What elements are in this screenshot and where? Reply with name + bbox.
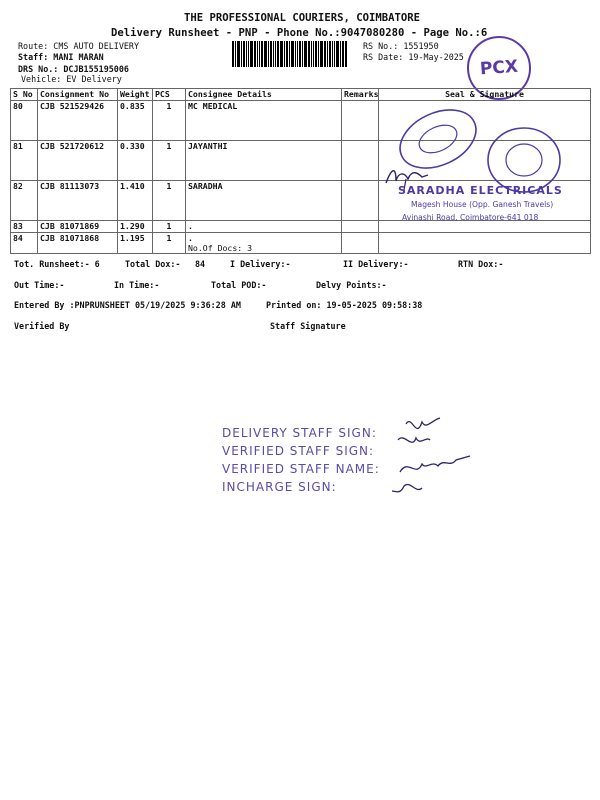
- pcx-stamp: PCX: [465, 34, 533, 102]
- header-sno: S No: [11, 89, 38, 101]
- seal-stamp-address: Magesh House (Opp. Ganesh Travels): [411, 200, 554, 209]
- cell-remarks: [342, 221, 379, 233]
- table-header-row: [11, 89, 591, 101]
- header-consignee: Consignee Details: [186, 89, 342, 101]
- header-weight: Weight: [118, 89, 153, 101]
- cell-consignee: SARADHA: [186, 181, 342, 221]
- cell-sno: 81: [11, 141, 38, 181]
- header-consignment: Consignment No: [38, 89, 118, 101]
- company-title: THE PROFESSIONAL COURIERS, COIMBATORE: [184, 12, 420, 24]
- in-time: In Time:-: [114, 280, 160, 290]
- total-runsheet: Tot. Runsheet:- 6: [14, 259, 100, 269]
- entered-by: Entered By :PNPRUNSHEET 05/19/2025 9:36:28 AM: [14, 300, 241, 310]
- staff-label: Staff: MANI MARAN: [18, 52, 104, 62]
- round-seal-stamp: [392, 108, 484, 170]
- total-dox-label: Total Dox:-: [125, 259, 181, 269]
- cell-weight: 1.195: [118, 233, 153, 254]
- table-row: [11, 221, 591, 233]
- cell-consignment: CJB 521720612: [38, 141, 118, 181]
- staff-signature-label: Staff Signature: [270, 321, 346, 331]
- runsheet-subtitle: Delivery Runsheet - PNP - Phone No.:9047080280 - Page No.:6: [111, 27, 488, 39]
- cell-sno: 82: [11, 181, 38, 221]
- i-delivery: I Delivery:-: [230, 259, 291, 269]
- total-dox-value: 84: [195, 259, 206, 269]
- cell-remarks: [342, 141, 379, 181]
- ii-delivery: II Delivery:-: [343, 259, 409, 269]
- cell-pcs: 1: [153, 233, 186, 254]
- cell-consignee: JAYANTHI: [186, 141, 342, 181]
- cell-pcs: 1: [153, 101, 186, 141]
- cell-seal: [379, 233, 591, 254]
- cell-sno: 80: [11, 101, 38, 141]
- cell-consignment: CJB 81113073: [38, 181, 118, 221]
- incharge-sign-label: INCHARGE SIGN:: [222, 480, 337, 494]
- route-label: Route: CMS AUTO DELIVERY: [18, 41, 140, 51]
- seal-stamp-name: SARADHA ELECTRICALS: [398, 184, 563, 197]
- header-pcs: PCS: [153, 89, 186, 101]
- verified-staff-sign-label: VERIFIED STAFF SIGN:: [222, 444, 375, 458]
- cell-consignee: .: [186, 221, 342, 233]
- header-remarks: Remarks: [342, 89, 379, 101]
- cell-remarks: [342, 101, 379, 141]
- total-pod: Total POD:-: [211, 280, 267, 290]
- cell-consignment: CJB 81071869: [38, 221, 118, 233]
- verified-staff-name-label: VERIFIED STAFF NAME:: [222, 462, 380, 476]
- cell-pcs: 1: [153, 181, 186, 221]
- verified-by: Verified By: [14, 321, 70, 331]
- cell-seal: [379, 221, 591, 233]
- vehicle-label: Vehicle: EV Delivery: [21, 74, 122, 84]
- seal-stamp-address: Avinashi Road, Coimbatore-641 018: [402, 213, 539, 222]
- cell-sno: 84: [11, 233, 38, 254]
- cell-consignee: [186, 233, 342, 254]
- drs-number: DRS No.: DCJB155195006: [18, 64, 129, 74]
- cell-consignment: CJB 521529426: [38, 101, 118, 141]
- header-seal: Seal & Signature: [379, 89, 591, 101]
- rs-date: RS Date: 19-May-2025: [363, 52, 464, 62]
- cell-weight: 1.410: [118, 181, 153, 221]
- handwritten-signature: [392, 410, 502, 500]
- cell-pcs: 1: [153, 141, 186, 181]
- docs-count: No.Of Docs: 3: [188, 243, 253, 253]
- cell-remarks: [342, 233, 379, 254]
- cell-weight: 0.330: [118, 141, 153, 181]
- cell-sno: 83: [11, 221, 38, 233]
- rs-number: RS No.: 1551950: [363, 41, 439, 51]
- cell-weight: 1.290: [118, 221, 153, 233]
- rtn-dox: RTN Dox:-: [458, 259, 504, 269]
- cell-pcs: 1: [153, 221, 186, 233]
- cell-remarks: [342, 181, 379, 221]
- cell-weight: 0.835: [118, 101, 153, 141]
- cell-consignee-text: .: [188, 233, 193, 243]
- verification-stamp: [222, 424, 380, 496]
- table-row: [11, 233, 591, 254]
- cell-consignment: CJB 81071868: [38, 233, 118, 254]
- barcode-image: [232, 41, 356, 67]
- cell-consignee: MC MEDICAL: [186, 101, 342, 141]
- delivery-staff-sign-label: DELIVERY STAFF SIGN:: [222, 426, 377, 440]
- printed-on: Printed on: 19-05-2025 09:58:38: [266, 300, 423, 310]
- out-time: Out Time:-: [14, 280, 65, 290]
- delvy-points: Delvy Points:-: [316, 280, 387, 290]
